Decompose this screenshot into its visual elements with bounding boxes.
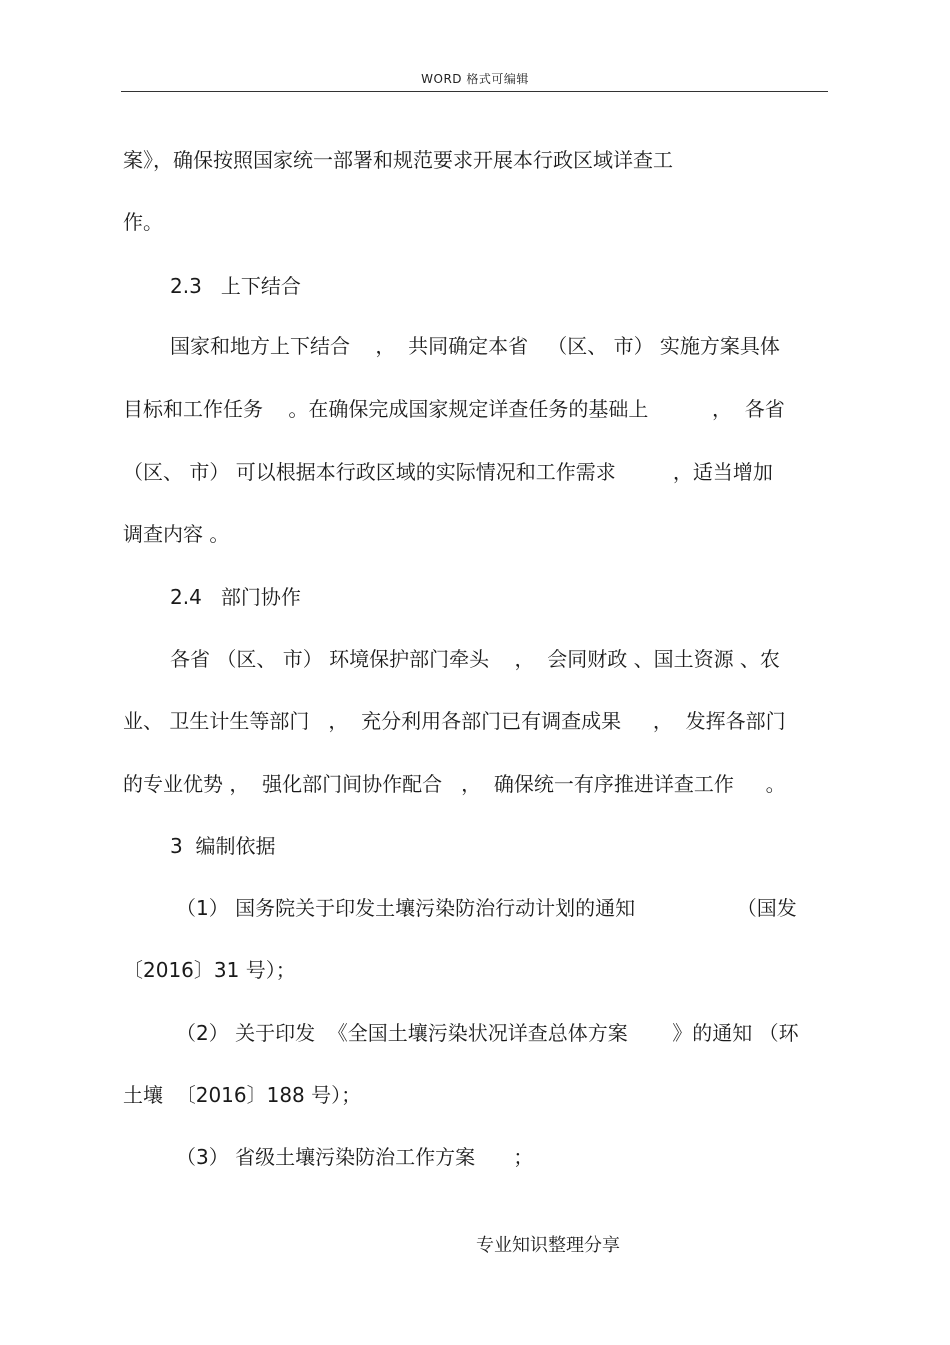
reference-item-3: （3） 省级土壤污染防治工作方案 ； <box>176 1145 534 1169</box>
body-line: 目标和工作任务 。在确保完成国家规定详查任务的基础上 ， 各省 <box>123 397 785 421</box>
section-heading-2-4: 2.4 部门协作 <box>170 585 301 609</box>
body-line: （区、 市） 可以根据本行政区域的实际情况和工作需求 ，适当增加 <box>123 460 773 484</box>
header-divider <box>121 91 828 92</box>
section-heading-2-3: 2.3 上下结合 <box>170 274 301 298</box>
reference-item-1: （1） 国务院关于印发土壤污染防治行动计划的通知 （国发 <box>176 896 797 920</box>
reference-item-2-cont: 土壤 〔2016〕188 号）； <box>123 1083 362 1107</box>
page-header: WORD 格式可编辑 <box>421 72 529 86</box>
body-line: 各省 （区、 市） 环境保护部门牵头 ， 会同财政 、国土资源 、农 <box>170 647 780 671</box>
reference-item-2: （2） 关于印发 《全国土壤污染状况详查总体方案 》的通知 （环 <box>176 1021 799 1045</box>
section-heading-3: 3 编制依据 <box>170 834 276 858</box>
reference-item-1-cont: 〔2016〕31 号）； <box>123 958 296 982</box>
body-line: 业、 卫生计生等部门 ， 充分利用各部门已有调查成果 ， 发挥各部门 <box>123 709 786 733</box>
body-line: 的专业优势 ， 强化部门间协作配合 ， 确保统一有序推进详查工作 。 <box>123 772 786 796</box>
body-line: 作。 <box>123 210 163 234</box>
page-footer: 专业知识整理分享 <box>476 1235 620 1256</box>
body-line: 国家和地方上下结合 ， 共同确定本省 （区、 市） 实施方案具体 <box>170 334 780 358</box>
body-line: 调查内容 。 <box>123 522 230 546</box>
body-line: 案》，确保按照国家统一部署和规范要求开展本行政区域详查工 <box>123 148 673 172</box>
